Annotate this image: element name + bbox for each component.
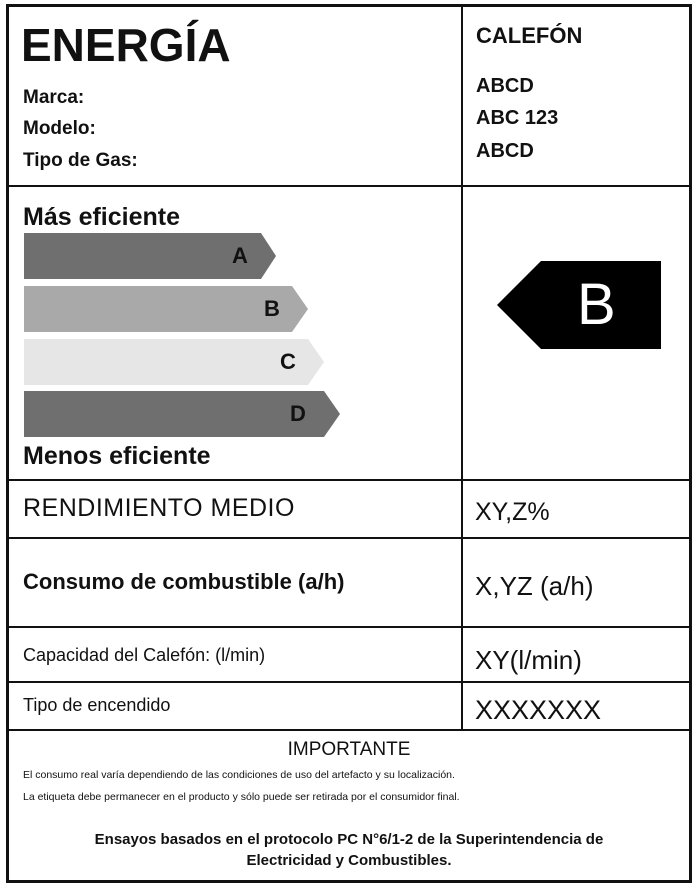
footer-bold-2: Electricidad y Combustibles. [246, 852, 452, 869]
marca-value: ABCD [476, 75, 534, 97]
tipo-gas-label: Tipo de Gas: [23, 150, 138, 171]
class-bar-c [24, 339, 324, 385]
footer-note-1: El consumo real varía dependiendo de las condiciones de uso del artefacto y su localización. [23, 769, 455, 781]
row-encendido-value: XXXXXXX [475, 695, 602, 725]
class-letter-a: A [232, 243, 248, 268]
row-capacidad-label: Capacidad del Calefón: (l/min) [23, 645, 266, 665]
product-type: CALEFÓN [476, 23, 583, 48]
class-bar-b [24, 286, 308, 332]
row-consumo-value: X,YZ (a/h) [475, 571, 594, 601]
footer-bold-1: Ensayos basados en el protocolo PC N°6/1-2 de la Superintendencia de [94, 831, 604, 848]
scale-bottom-label: Menos eficiente [23, 442, 211, 470]
energy-label [6, 4, 692, 883]
row-consumo-label: Consumo de combustible (a/h) [23, 569, 345, 594]
footer-note-2: La etiqueta debe permanecer en el producto y sólo puede ser retirada por el consumidor final. [23, 791, 460, 803]
row-capacidad-value: XY(l/min) [475, 645, 582, 675]
modelo-value: ABC 123 [476, 107, 559, 129]
row-rendimiento-value: XY,Z% [475, 498, 550, 526]
rating-letter: B [577, 272, 616, 337]
class-bar-d [24, 391, 340, 437]
class-letter-d: D [290, 401, 306, 426]
divider-header [9, 185, 689, 187]
footer-heading: IMPORTANTE [287, 739, 411, 760]
column-divider [461, 7, 463, 729]
modelo-label: Modelo: [23, 118, 96, 139]
divider-row-3 [9, 681, 689, 683]
divider-scale [9, 479, 689, 481]
class-letter-c: C [280, 349, 296, 374]
label-title: ENERGÍA [21, 19, 231, 71]
row-encendido-label: Tipo de encendido [23, 695, 171, 715]
class-bar-a [24, 233, 276, 279]
tipo-gas-value: ABCD [476, 140, 534, 162]
marca-label: Marca: [23, 87, 85, 108]
divider-row-1 [9, 537, 689, 539]
divider-footer [9, 729, 689, 731]
divider-row-2 [9, 626, 689, 628]
row-rendimiento-label: RENDIMIENTO MEDIO [23, 494, 295, 522]
scale-top-label: Más eficiente [23, 203, 181, 231]
rating-arrow [497, 261, 661, 349]
class-bar-c-shape [24, 339, 324, 385]
class-letter-b: B [264, 296, 280, 321]
